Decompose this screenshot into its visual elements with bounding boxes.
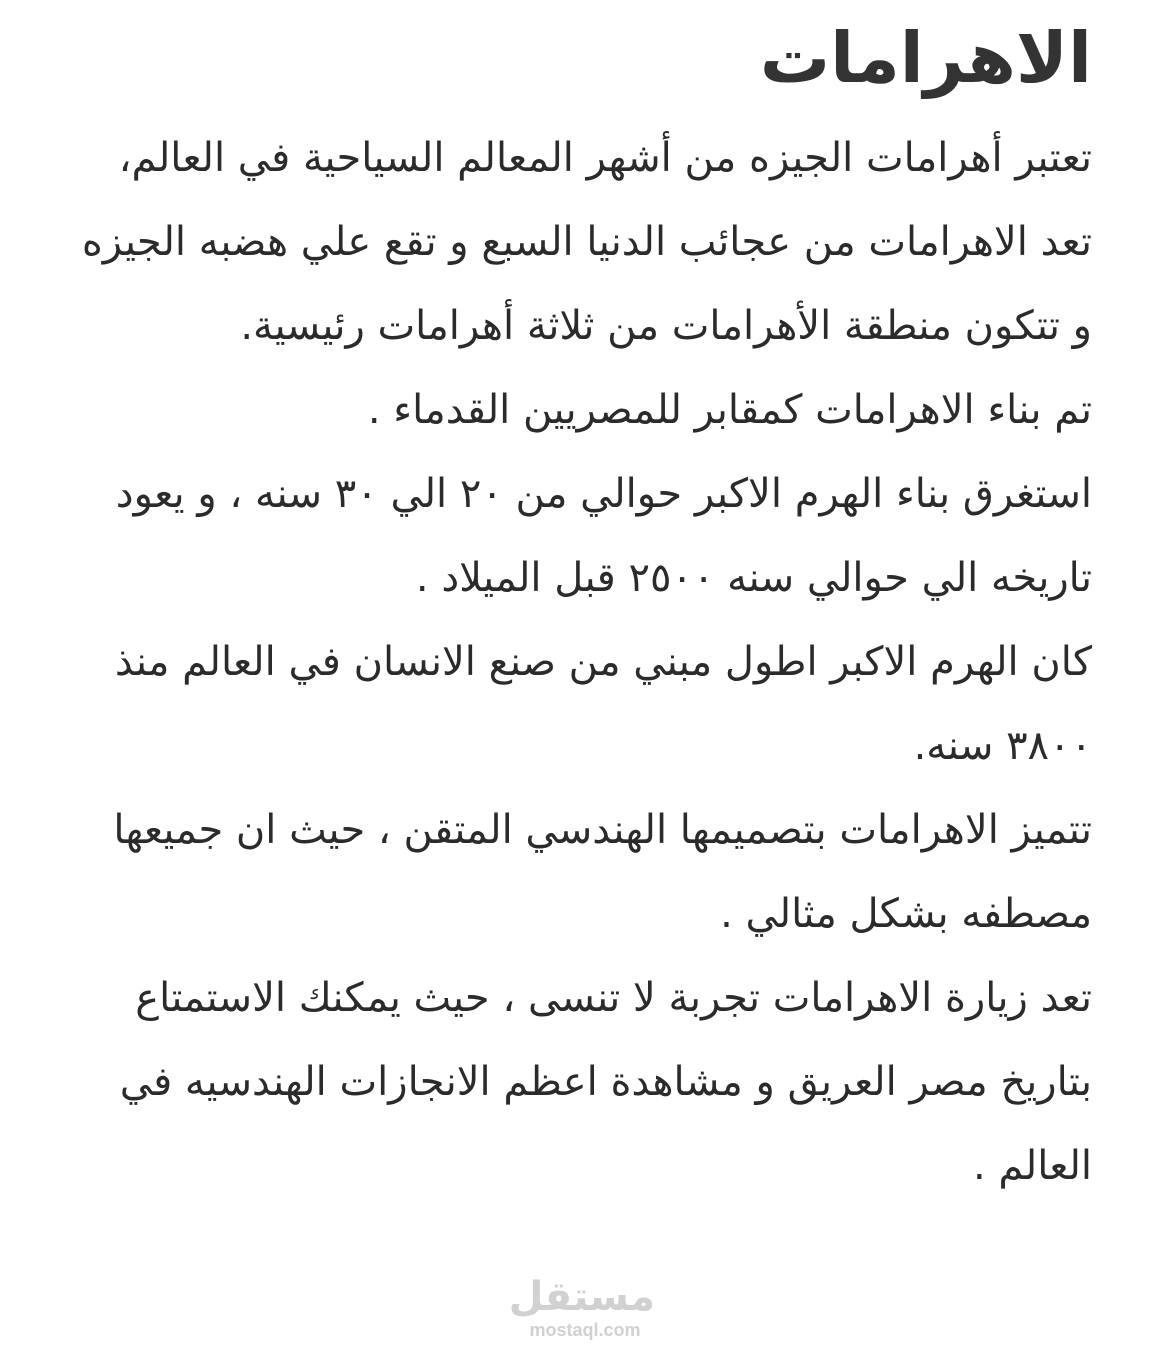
paragraph-construction: استغرق بناء الهرم الاكبر حوالي من ٢٠ الي ٣٠ سنه ، و يعود تاريخه الي حوالي سنه ٢٥٠٠ قبل الميلاد .	[115, 471, 1092, 601]
paragraph-design: تتميز الاهرامات بتصميمها الهندسي المتقن ، حيث ان جميعها مصطفه بشكل مثالي .	[113, 807, 1092, 937]
paragraph-tallest: كان الهرم الاكبر اطول مبني من صنع الانسان في العالم منذ ٣٨٠٠ سنه.	[114, 639, 1092, 769]
article	[62, 0, 1092, 1208]
article-body	[62, 108, 1092, 1208]
watermark-url: mostaql.com	[529, 1320, 641, 1340]
article-title: الاهرامات	[759, 17, 1092, 99]
watermark-logo: مستقل	[508, 1274, 655, 1320]
paragraph-tombs: تم بناء الاهرامات كمقابر للمصريين القدماء .	[367, 387, 1092, 433]
paragraph-visit: تعد زيارة الاهرامات تجربة لا تنسى ، حيث يمكنك الاستمتاع بتاريخ مصر العريق و مشاهدة اعظم الانجازات الهندسيه في العالم .	[119, 975, 1092, 1189]
mostaql-watermark	[508, 1274, 655, 1341]
paragraph-intro: تعتبر أهرامات الجيزه من أشهر المعالم السياحية في العالم، تعد الاهرامات من عجائب الدنيا السبع و تقع علي هضبه الجيزه و تتكون منطقة الأهرامات من ثلاثة أهرامات رئيسية.	[81, 135, 1092, 349]
